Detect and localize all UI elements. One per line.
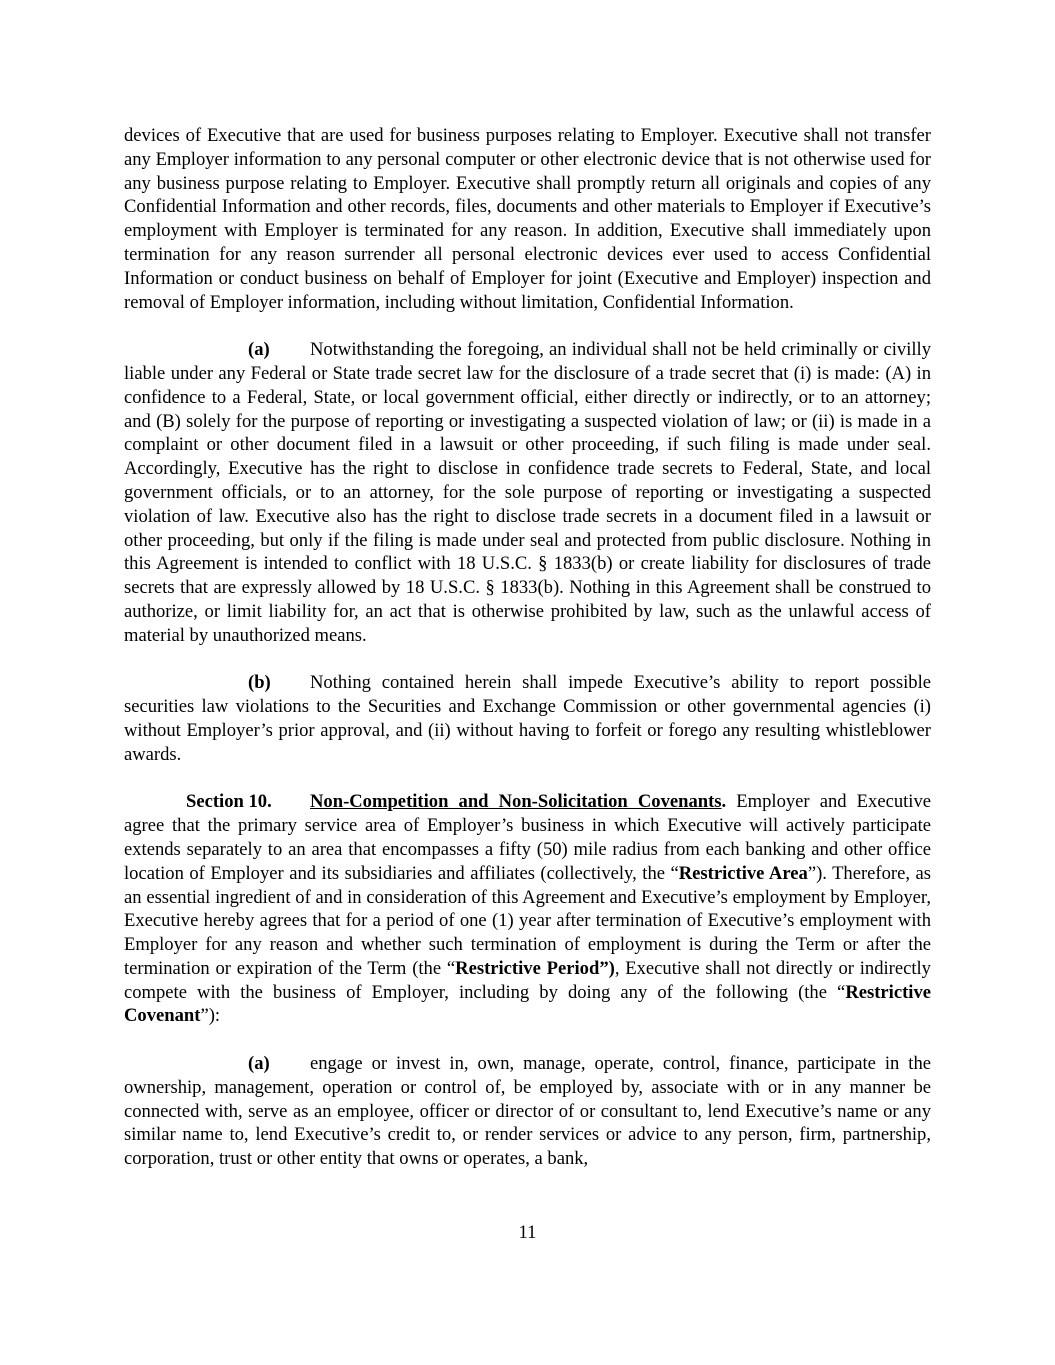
- document-page: [124, 124, 931, 1195]
- paragraph-covenant-a: [124, 1052, 931, 1171]
- paragraph-whistleblower: [124, 671, 931, 766]
- section-title-period: .: [721, 791, 727, 813]
- paragraph-text: , Executive shall not directly or indirectly compete with the business of Employer, including by doing any of the following (the “: [124, 957, 931, 1003]
- paragraph-text: devices of Executive that are used for business purposes relating to Employer. Executive shall not transfer any Employer information to any personal computer or other electronic device that is not otherwise used for any business purpose relating to Employer. Executive shall promptly return all originals and copies of any Confidential Information and other records, files, documents and other materials to Employer if Executive’s employment with Employer is terminated for any reason. In addition, Executive shall immediately upon termination for any reason surrender all personal electronic devices ever used to access Confidential Information or conduct business on behalf of Employer for joint (Executive and Employer) inspection and removal of Employer information, including without limitation, Confidential Information.: [124, 125, 931, 313]
- subsection-label-a: (a): [248, 339, 270, 361]
- defined-term-close-quote: ”): [599, 957, 615, 979]
- section-title: Non-Competition and Non-Solicitation Covenants: [310, 791, 722, 813]
- page-number: 11: [518, 1222, 537, 1243]
- subsection-label-b: (b): [248, 672, 271, 694]
- defined-term-restrictive-area: Restrictive Area: [678, 862, 808, 884]
- paragraph-return-of-information: [124, 124, 931, 314]
- defined-term-restrictive-covenant: Restrictive Covenant: [124, 981, 931, 1027]
- paragraph-text: ”):: [200, 1005, 221, 1027]
- paragraph-text: engage or invest in, own, manage, operate, control, finance, participate in the ownership, management, operation or control of, be employed by, associate with or in any manner be connected with, serve as an employee, officer or director of or consultant to, lend Executive’s name or any similar name to, lend Executive’s credit to, or render services or advice to any person, firm, partnership, corporation, trust or other entity that owns or operates, a bank,: [124, 1053, 931, 1170]
- section-label: Section 10.: [186, 791, 272, 813]
- paragraph-text: Nothing contained herein shall impede Executive’s ability to report possible securities law violations to the Securities and Exchange Commission or other governmental agencies (i) without Employer’s prior approval, and (ii) without having to forfeit or forego any resulting whistleblower awards.: [124, 672, 931, 765]
- paragraph-text: Notwithstanding the foregoing, an individual shall not be held criminally or civilly liable under any Federal or State trade secret law for the disclosure of a trade secret that (i) is made: (A) in confidence to a Federal, State, or local government official, either directly or indirectly, or to an attorney; and (B) solely for the purpose of reporting or investigating a suspected violation of law; or (ii) is made in a complaint or other document filed in a lawsuit or other proceeding, if such filing is made under seal. Accordingly, Executive has the right to disclose in confidence trade secrets to Federal, State, and local government officials, or to an attorney, for the sole purpose of reporting or investigating a suspected violation of law. Executive also has the right to disclose trade secrets in a document filed in a lawsuit or other proceeding, but only if the filing is made under seal and protected from public disclosure. Nothing in this Agreement is intended to conflict with 18 U.S.C. § 1833(b) or create liability for disclosures of trade secrets that are expressly allowed by 18 U.S.C. § 1833(b). Nothing in this Agreement shall be construed to authorize, or limit liability for, an act that is otherwise prohibited by law, such as the unlawful access of material by unauthorized means.: [124, 339, 931, 646]
- defined-term-restrictive-period: Restrictive Period: [455, 957, 600, 979]
- paragraph-text: ”). Therefore, as an essential ingredient of and in consideration of this Agreement and Executive’s employment by Employer, Executive hereby agrees that for a period of one (1) year after termination of Executive’s employment with Employer for any reason and whether such termination of employment is during the Term or after the termination or expiration of the Term (the “: [124, 862, 931, 979]
- subsection-label-a: (a): [248, 1053, 270, 1075]
- paragraph-text: Employer and Executive agree that the primary service area of Employer’s business in which Executive will actively participate extends separately to an area that encompasses a fifty (50) mile radius from each banking and other office location of Employer and its subsidiaries and affiliates (collectively, the “: [124, 791, 932, 884]
- paragraph-section-10: [124, 790, 931, 1028]
- paragraph-trade-secret-immunity: [124, 338, 931, 647]
